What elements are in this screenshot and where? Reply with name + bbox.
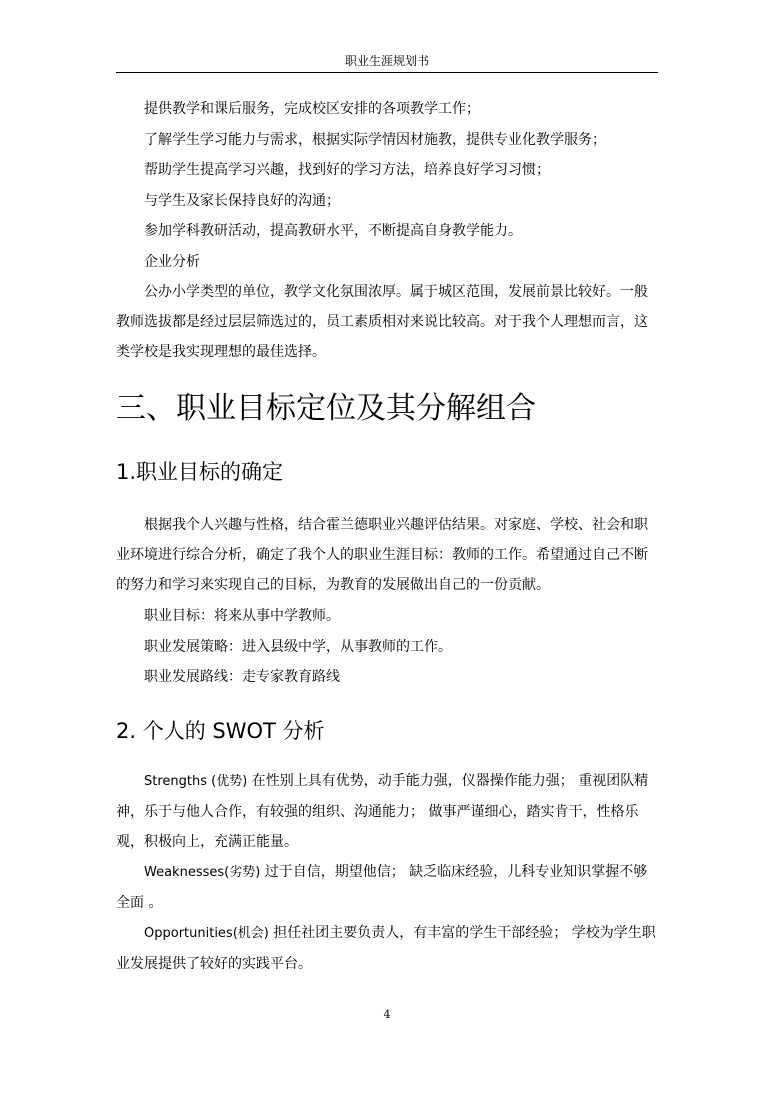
intro-line: 了解学生学习能力与需求，根据实际学情因材施教，提供专业化教学服务； (144, 132, 606, 148)
intro-line: 提供教学和课后服务，完成校区安排的各项教学工作； (144, 101, 480, 117)
strengths-label: Strengths (优势) (144, 774, 248, 789)
header-divider (116, 72, 658, 73)
intro-line: 参加学科教研活动，提高教研水平，不断提高自身教学能力。 (144, 223, 522, 239)
weaknesses-label: Weaknesses(劣势) (144, 865, 261, 880)
swot-weaknesses (116, 857, 661, 918)
goal-paragraph: 根据我个人兴趣与性格，结合霍兰德职业兴趣评估结果。对家庭、学校、社会和职业环境进行综合分析，确定了我个人的职业生涯目标：教师的工作。希望通过自己不断的努力和学习来实现自己的目标，为教育的发展做出自己的一份贡献。 (116, 517, 648, 593)
swot-opportunities (116, 918, 661, 979)
swot-strengths (116, 766, 661, 857)
intro-line: 帮助学生提高学习兴趣，找到好的学习方法，培养良好学习习惯； (144, 162, 550, 178)
strengths-text: 在性别上具有优势，动手能力强，仪器操作能力强； 重视团队精神，乐于与他人合作，有较强的组织、沟通能力； 做事严谨细心，踏实肯干，性格乐观，积极向上，充满正能量。 (116, 773, 649, 850)
subsection-heading-swot: 2. 个人的 SWOT 分析 (116, 719, 325, 743)
section-heading-3: 三、职业目标定位及其分解组合 (116, 391, 536, 426)
career-goal: 职业目标：将来从事中学教师。 (144, 608, 340, 624)
career-strategy: 职业发展策略：进入县级中学，从事教师的工作。 (144, 639, 452, 655)
intro-line: 与学生及家长保持良好的沟通； (144, 193, 340, 209)
opportunities-text: 担任社团主要负责人，有丰富的学生干部经验； 学校为学生职业发展提供了较好的实践平台。 (116, 925, 656, 972)
opportunities-label: Opportunities(机会) (144, 926, 269, 941)
weaknesses-text: 过于自信，期望他信； 缺乏临床经验，儿科专业知识掌握不够全面 。 (116, 864, 648, 911)
header-title: 职业生涯规划书 (344, 54, 429, 68)
career-route: 职业发展路线：走专家教育路线 (144, 669, 340, 685)
enterprise-analysis-paragraph: 公办小学类型的单位，教学文化氛围浓厚。属于城区范围，发展前景比较好。一般教师选拔都是经过层层筛选过的，员工素质相对来说比较高。对于我个人理想而言，这类学校是我实现理想的最佳选择。 (116, 284, 648, 360)
page-number: 4 (383, 1008, 391, 1021)
subsection-heading-goal: 1.职业目标的确定 (116, 460, 284, 484)
section-label-enterprise: 企业分析 (144, 254, 200, 270)
